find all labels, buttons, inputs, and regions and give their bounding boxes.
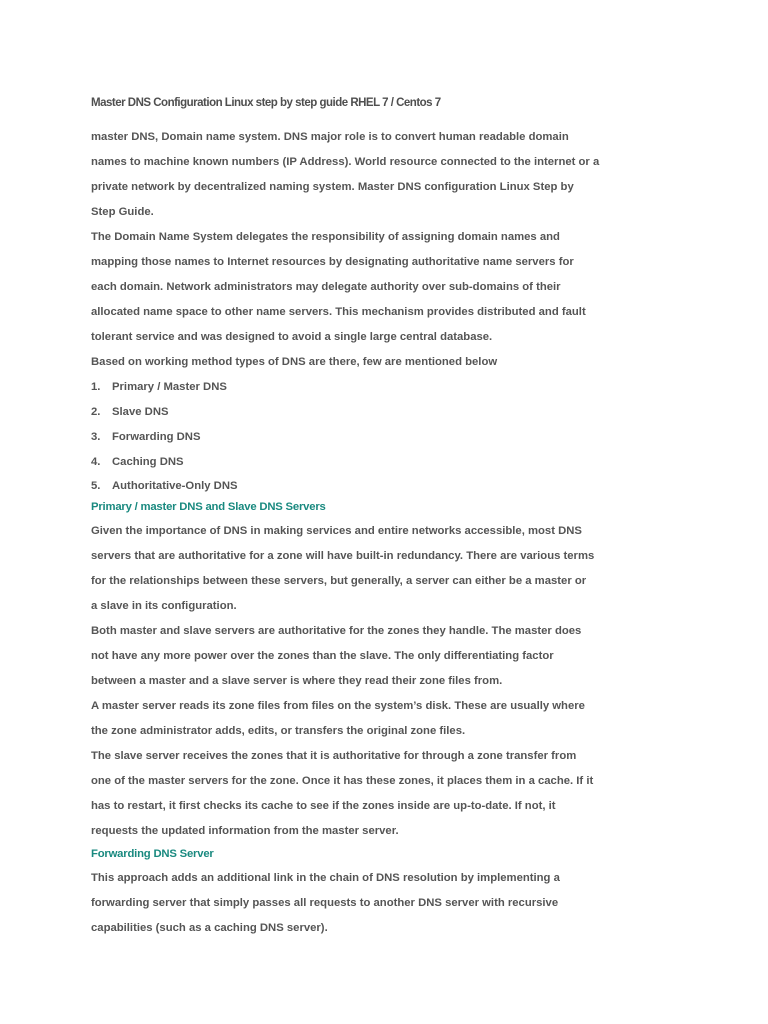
paragraph-line: mapping those names to Internet resources by designating authoritative name servers for [91, 256, 574, 268]
paragraph-redundancy [91, 519, 691, 619]
paragraph-line: each domain. Network administrators may delegate authority over sub-domains of their [91, 281, 561, 293]
paragraph-line: Step Guide. [91, 206, 154, 218]
paragraph-line: not have any more power over the zones than the slave. The only differentiating factor [91, 650, 554, 662]
paragraph-line: one of the master servers for the zone. Once it has these zones, it places them in a cache. If it [91, 775, 594, 787]
paragraph-line: The Domain Name System delegates the responsibility of assigning domain names and [91, 231, 560, 243]
list-item: 4. Caching DNS [91, 456, 184, 468]
paragraph-line: between a master and a slave server is where they read their zone files from. [91, 675, 503, 687]
paragraph-line: names to machine known numbers (IP Address). World resource connected to the internet or a [91, 156, 600, 168]
paragraph-line: has to restart, it first checks its cache to see if the zones inside are up-to-date. If not, it [91, 800, 556, 812]
paragraph-line: a slave in its configuration. [91, 600, 237, 612]
list-item: 5. Authoritative-Only DNS [91, 480, 238, 492]
paragraph-line: forwarding server that simply passes all requests to another DNS server with recursive [91, 897, 559, 909]
paragraph-line: A master server reads its zone files from files on the system’s disk. These are usually where [91, 700, 585, 712]
paragraph-line: the zone administrator adds, edits, or transfers the original zone files. [91, 725, 466, 737]
paragraph-line: for the relationships between these servers, but generally, a server can either be a master or [91, 575, 587, 587]
list-item: 2. Slave DNS [91, 406, 169, 418]
document-page [91, 95, 691, 941]
paragraph-line: This approach adds an additional link in the chain of DNS resolution by implementing a [91, 872, 560, 884]
paragraph-line: master DNS, Domain name system. DNS major role is to convert human readable domain [91, 131, 569, 143]
paragraph-intro [91, 125, 691, 225]
section-heading-forwarding: Forwarding DNS Server [91, 848, 214, 860]
paragraph-line: requests the updated information from the master server. [91, 825, 399, 837]
paragraph-master-server [91, 694, 691, 744]
list-item: 3. Forwarding DNS [91, 431, 201, 443]
paragraph-line: allocated name space to other name servers. This mechanism provides distributed and fault [91, 306, 586, 318]
paragraph-line: tolerant service and was designed to avoid a single large central database. [91, 331, 493, 343]
paragraph-line: private network by decentralized naming system. Master DNS configuration Linux Step by [91, 181, 574, 193]
paragraph-line: Based on working method types of DNS are there, few are mentioned below [91, 356, 498, 368]
list-item: 1. Primary / Master DNS [91, 381, 227, 393]
paragraph-delegation [91, 225, 691, 350]
paragraph-line: capabilities (such as a caching DNS server). [91, 922, 328, 934]
paragraph-slave-server [91, 744, 691, 844]
paragraph-line: Both master and slave servers are authoritative for the zones they handle. The master does [91, 625, 582, 637]
paragraph-forwarding [91, 866, 691, 941]
paragraph-authoritative [91, 619, 691, 694]
dns-types-list [91, 375, 691, 497]
paragraph-line: servers that are authoritative for a zone will have built-in redundancy. There are various terms [91, 550, 595, 562]
paragraph-line: Given the importance of DNS in making services and entire networks accessible, most DNS [91, 525, 582, 537]
document-title: Master DNS Configuration Linux step by step guide RHEL 7 / Centos 7 [91, 97, 441, 109]
paragraph-line: The slave server receives the zones that it is authoritative for through a zone transfer from [91, 750, 577, 762]
paragraph-types-intro [91, 350, 691, 375]
section-heading-master-slave: Primary / master DNS and Slave DNS Servers [91, 501, 326, 513]
